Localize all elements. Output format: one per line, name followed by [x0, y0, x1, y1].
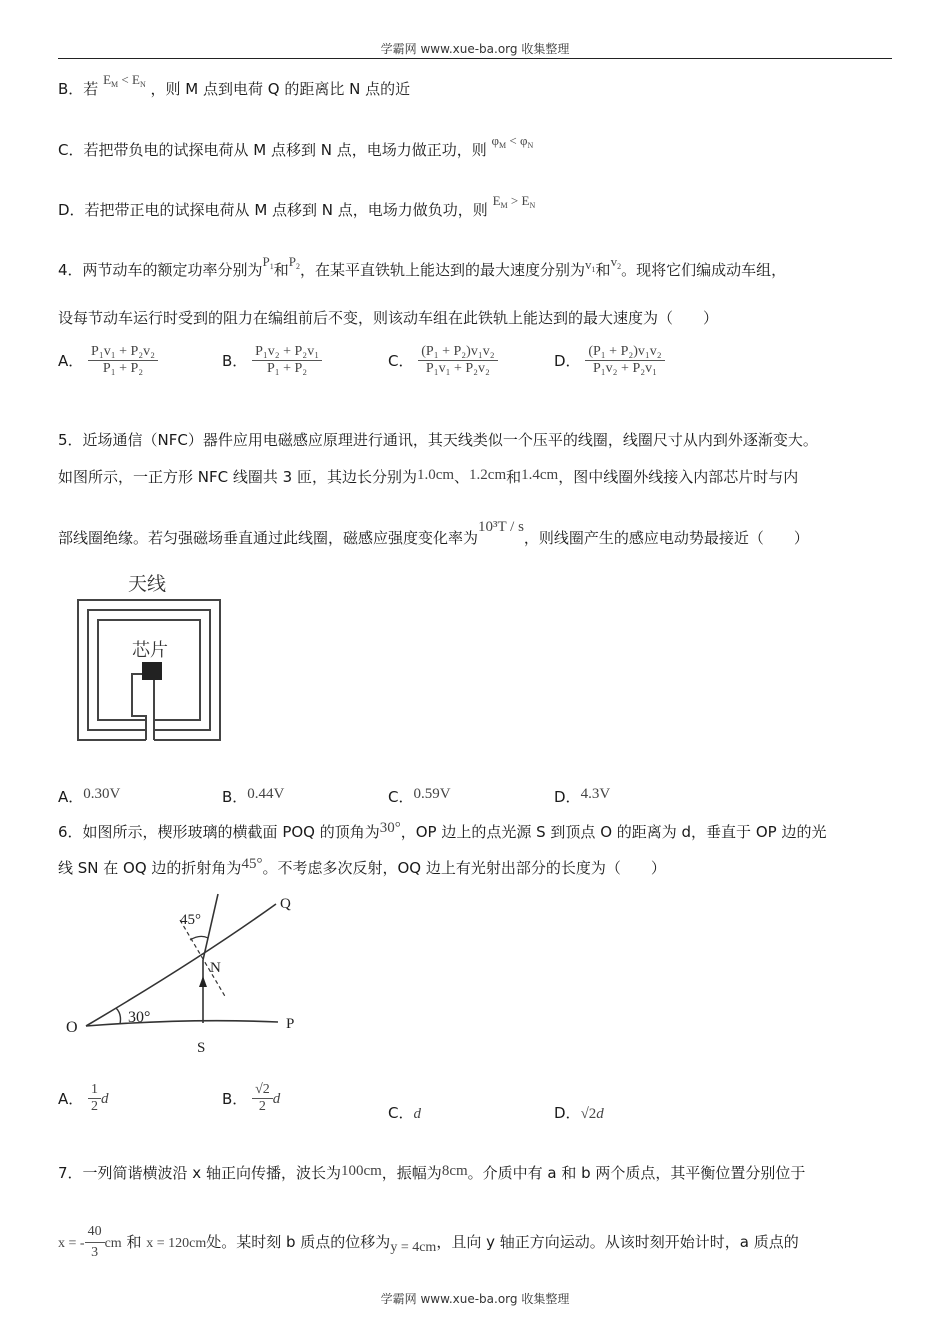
page-header: 学霸网 www.xue-ba.org 收集整理 — [380, 42, 570, 56]
svg-text:P: P — [286, 1016, 295, 1032]
q3-c-condition: $\varphi_M < \varphi_N$ — [491, 133, 534, 150]
q6-option-d: D．√2d — [554, 1104, 604, 1122]
q4-option-c: C． $\frac{\text{(P₁ + P₂)v₁v₂}}{\text{P₁v₁ + P₂v₂}}$ — [388, 344, 498, 377]
q4-option-a: A． $\frac{\text{P₁v₁ + P₂v₂}}{\text{P₁ + P₂}}$ — [58, 344, 158, 377]
q3-d-condition: $E_M > E_N$ — [492, 193, 536, 210]
q6-option-a: A． $\frac{1}{2}$ d — [58, 1082, 109, 1114]
svg-text:N: N — [210, 960, 221, 976]
q5-option-b: B．0.44V — [222, 786, 285, 806]
svg-text:30°: 30° — [128, 1009, 151, 1026]
q5-stem-line3: 部线圈绝缘。若匀强磁场垂直通过此线圈，磁感应强度变化率为10³T / s，则线圈产生的感应电动势最接近（ ） — [58, 519, 809, 547]
page-footer: 学霸网 www.xue-ba.org 收集整理 — [380, 1292, 570, 1306]
q6-stem-line2: 线 SN 在 OQ 边的折射角为45°。不考虑多次反射，OQ 边上有光射出部分的长度为（ ） — [58, 856, 666, 877]
antenna-label: 天线 — [128, 574, 167, 595]
q4-option-d: D． $\frac{\text{(P₁ + P₂)v₁v₂}}{\text{P₁v₂ + P₂v₁}}$ — [554, 344, 665, 377]
q4-stem-line1: 4．两节动车的额定功率分别为$P_1$和$P_2$，在某平直铁轨上能达到的最大速度分别为$v_1$和$v_2$。现将它们编成动车组， — [58, 254, 787, 279]
q6-stem-line1: 6．如图所示，楔形玻璃的横截面 POQ 的顶角为30°，OP 边上的点光源 S 到顶点 O 的距离为 d，垂直于 OP 边的光 — [58, 820, 827, 841]
q7-stem-line2: x = - $\frac{40}{3}$ cm 和 x = 120cm处。某时刻 b 质点的位移为y = 4cm，且向 y 轴正方向运动。从该时刻开始计时，a 质点的 — [58, 1224, 799, 1260]
q3-option-c: C．若把带负电的试探电荷从 M 点移到 N 点，电场力做正功，则 $\varphi_M < \varphi_N$ — [58, 133, 534, 159]
wedge-figure — [58, 890, 318, 1060]
q4-stem-line2: 设每节动车运行时受到的阻力在编组前后不变，则该动车组在此铁轨上能达到的最大速度为（ ） — [58, 309, 719, 327]
chip — [142, 662, 162, 680]
svg-text:O: O — [66, 1019, 78, 1036]
svg-text:45°: 45° — [180, 912, 201, 928]
header-rule — [58, 58, 892, 59]
chip-label: 芯片 — [132, 640, 168, 660]
q3-option-b: B．若 $E_M < E_N$ ，则 M 点到电荷 Q 的距离比 N 点的近 — [58, 72, 411, 98]
svg-text:Q: Q — [280, 896, 291, 912]
q3-b-condition: $E_M < E_N$ — [103, 72, 146, 89]
q5-option-c: C．0.59V — [388, 786, 451, 806]
q3-option-d: D．若把带正电的试探电荷从 M 点移到 N 点，电场力做负功，则 $E_M > E_N$ — [58, 193, 536, 219]
q4-option-b: B． $\frac{\text{P₁v₂ + P₂v₁}}{\text{P₁ + P₂}}$ — [222, 344, 322, 377]
q5-option-d: D．4.3V — [554, 786, 611, 806]
svg-text:S: S — [197, 1040, 206, 1056]
nfc-coil-figure — [70, 566, 230, 746]
q5-stem-line1: 5．近场通信（NFC）器件应用电磁感应原理进行通讯，其天线类似一个压平的线圈，线圈尺寸从内到外逐渐变大。 — [58, 431, 818, 449]
q5-stem-line2: 如图所示，一正方形 NFC 线圈共 3 匝，其边长分别为1.0cm、1.2cm和1.4cm，图中线圈外线接入内部芯片时与内 — [58, 467, 799, 486]
q7-stem-line1: 7．一列简谐横波沿 x 轴正向传播，波长为100cm，振幅为8cm。介质中有 a 和 b 两个质点，其平衡位置分别位于 — [58, 1163, 806, 1182]
q6-option-b: B． $\frac{√2}{2}$ d — [222, 1082, 281, 1114]
q5-option-a: A．0.30V — [58, 786, 121, 806]
q6-option-c: C．d — [388, 1104, 421, 1122]
